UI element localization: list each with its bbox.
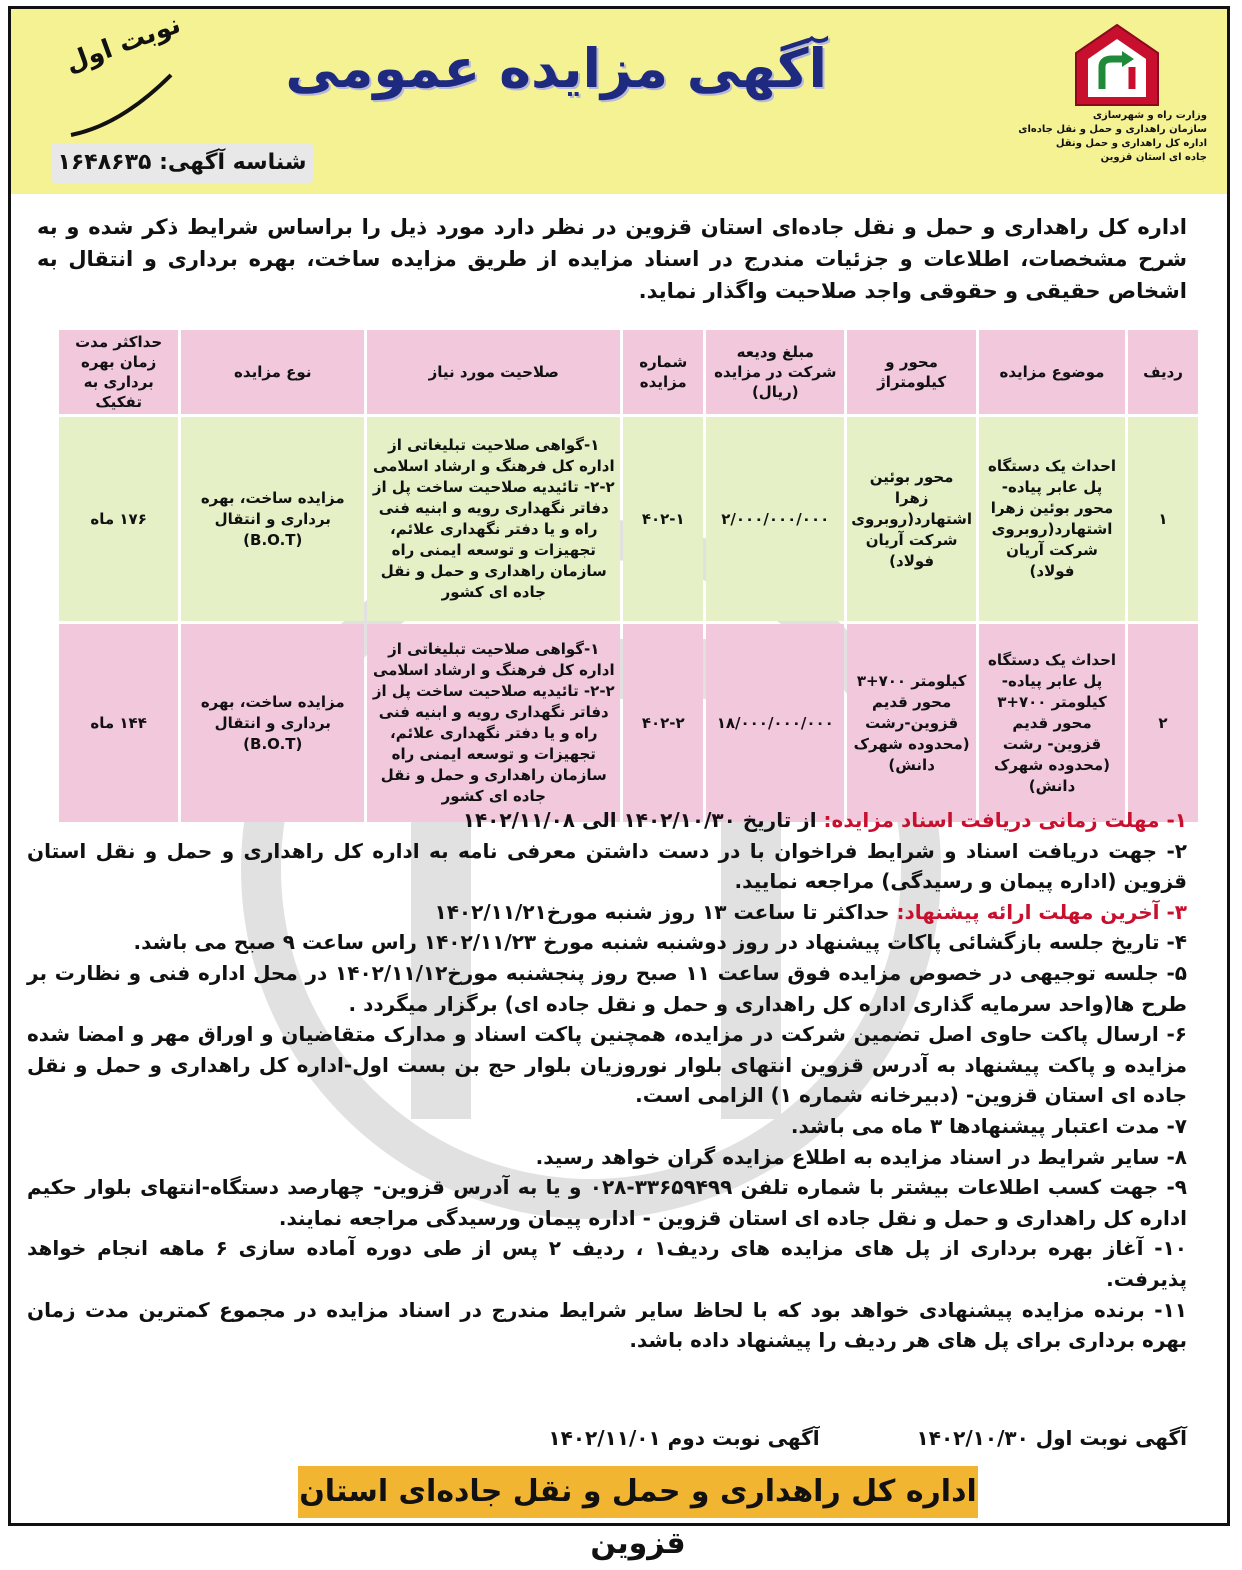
cell-duration: ۱۷۶ ماه [59,417,178,621]
ministry-logo [1017,23,1207,173]
cell-subject: احداث یک دستگاه پل عابر پیاده-محور بوئین زهرا اشتهارد(روبروی شرکت آریان فولاد) [979,417,1125,621]
org-line: جاده ای استان قزوین [1100,152,1207,163]
org-line: وزارت راه و شهرسازی [1092,110,1207,121]
term-label: ۱- مهلت زمانی دریافت اسناد مزایده: [823,808,1187,832]
term-item: ۷- مدت اعتبار پیشنهادها ۳ ماه می باشد. [790,1113,1187,1138]
cell-row: ۱ [1128,417,1198,621]
notice-frame [8,6,1230,1561]
cell-number: ۴۰۲-۱ [623,417,703,621]
cell-deposit: ۲/۰۰۰/۰۰۰/۰۰۰ [706,417,844,621]
term-text: حداکثر تا ساعت ۱۳ روز شنبه مورخ۱۴۰۲/۱۱/۲۱ [434,899,897,924]
publication-dates [27,1426,1187,1450]
terms-list [27,805,1187,1356]
type-code: (B.O.T) [243,734,303,753]
cell-qualification: ۱-گواهی صلاحیت تبلیغاتی از اداره کل فرهنگ و ارشاد اسلامی ۲-۲- تائیدیه صلاحیت ساخت پل از دفاتر نگهداری رویه و ابنیه فنی راه و یا دفتر نگهداری علائم، تجهیزات و توسعه ایمنی راه سازمان راهداری و حمل و نقل جاده ای کشور [367,417,620,621]
round-swoosh-icon [61,65,181,145]
cell-axis: محور بوئین زهرا اشتهارد(روبروی شرکت آریان فولاد) [847,417,976,621]
org-line: اداره کل راهداری و حمل ونقل [1055,138,1207,149]
table-row [59,624,1198,822]
col-row: ردیف [1128,330,1198,414]
col-subject: موضوع مزایده [979,330,1125,414]
term-text: از تاریخ ۱۴۰۲/۱۰/۳۰ الی ۱۴۰۲/۱۱/۰۸ [462,808,824,832]
cell-axis: کیلومتر ۷۰۰+۳ محور قدیم قزوین-رشت (محدوده شهرک دانش) [847,624,976,822]
table-header-row [59,330,1198,414]
auction-table [56,327,1201,825]
term-item: ۹- جهت کسب اطلاعات بیشتر با شماره تلفن ۳۳۶۵۹۴۹۹-۰۲۸ و یا به آدرس قزوین- چهارصد دستگاه-انتهای بلوار حکیم اداره کل راهداری و حمل و نقل جاده ای استان قزوین - اداره پیمان ورسیدگی مراجعه نمایند. [27,1175,1188,1230]
table-row [59,417,1198,621]
type-text: مزایده ساخت، بهره برداری و انتقال [200,488,345,528]
term-item: ۱۰- آغاز بهره برداری از پل های مزایده های ردیف۱ ، ردیف ۲ پس از طی دوره آماده سازی ۶ ماهه انجام خواهد پذیرفت. [27,1236,1187,1291]
second-publication-date: آگهی نوبت دوم ۱۴۰۲/۱۱/۰۱ [548,1426,820,1450]
cell-type [181,417,364,621]
term-item: ۲- جهت دریافت اسناد و شرایط فراخوان با در دست داشتن معرفی نامه به اداره کل راهداری و حمل و نقل استان قزوین (اداره پیمان و رسیدگی) مراجعه نمایید. [27,838,1187,894]
term-label: ۳- آخرین مهلت ارائه پیشنهاد: [896,899,1187,924]
term-item [27,897,1187,928]
term-item: ۸- سایر شرایط در اسناد مزایده به اطلاع مزایده گران خواهد رسید. [535,1144,1187,1169]
term-item [27,805,1187,836]
round-label: نوبت اول [61,9,185,79]
cell-type [181,624,364,822]
col-type: نوع مزایده [181,330,364,414]
term-item: ۵- جلسه توجیهی در خصوص مزایده فوق ساعت ۱۱ صبح روز پنجشنبه مورخ۱۴۰۲/۱۱/۱۲ در محل اداره فنی و نظارت بر طرح ها(واحد سرمایه گذاری اداره کل راهداری و حمل و نقل جاده ای) برگزار میگردد . [27,960,1188,1016]
org-line: سازمان راهداری و حمل و نقل جاده‌ای [1018,124,1207,135]
cell-duration: ۱۴۴ ماه [59,624,178,822]
notice-id: شناسه آگهی: ۱۶۴۸۶۳۵ [51,143,313,183]
page-title: آگهی مزایده عمومی [285,37,827,100]
cell-deposit: ۱۸/۰۰۰/۰۰۰/۰۰۰ [706,624,844,822]
type-text: مزایده ساخت، بهره برداری و انتقال [200,692,345,732]
term-item: ۱۱- برنده مزایده پیشنهادی خواهد بود که با لحاظ سایر شرایط مندرج در اسناد مزایده در مجموع کمترین مدت زمان بهره برداری برای پل های هر ردیف را پیشنهاد داده باشد. [27,1297,1187,1353]
road-ministry-emblem-icon [1072,23,1162,107]
cell-qualification: ۱-گواهی صلاحیت تبلیغاتی از اداره کل فرهنگ و ارشاد اسلامی ۲-۲- تائیدیه صلاحیت ساخت پل از دفاتر نگهداری رویه و ابنیه فنی راه و یا دفتر نگهداری علائم، تجهیزات و توسعه ایمنی راه سازمان راهداری و حمل و نقل جاده ای کشور [367,624,620,822]
col-deposit: مبلغ ودیعه شرکت در مزایده (ریال) [706,330,844,414]
cell-subject: احداث یک دستگاه پل عابر پیاده- کیلومتر ۷۰۰+۳ محور قدیم قزوین- رشت (محدوده شهرک دانش) [979,624,1125,822]
col-number: شماره مزایده [623,330,703,414]
term-item: ۶- ارسال پاکت حاوی اصل تضمین شرکت در مزایده، همچنین پاکت اسناد و مدارک متقاضیان و اوراق مهر و امضا شده مزایده و پاکت پیشنهاد به آدرس قزوین انتهای بلوار نوروزیان بلوار حج بن بست اول-اداره کل راهداری و حمل و نقل جاده ای استان قزوین- (دبیرخانه شماره ۱) الزامی است. [27,1022,1187,1108]
col-qualification: صلاحیت مورد نیاز [367,330,620,414]
term-item: ۴- تاریخ جلسه بازگشائی پاکات پیشنهاد در روز دوشنبه شنبه مورخ ۱۴۰۲/۱۱/۲۳ راس ساعت ۹ صبح می باشد. [133,930,1187,955]
first-publication-date: آگهی نوبت اول ۱۴۰۲/۱۰/۳۰ [916,1426,1187,1450]
footer-org-banner: اداره کل راهداری و حمل و نقل جاده‌ای استان قزوین [298,1466,978,1518]
type-code: (B.O.T) [243,530,303,549]
ministry-logo-text [1017,109,1207,165]
intro-paragraph: اداره کل راهداری و حمل و نقل جاده‌ای استان قزوین در نظر دارد مورد ذیل را براساس شرایط ذکر شده و به شرح مشخصات، اطلاعات و جزئیات مندرج در اسناد مزایده از طریق مزایده ساخت، بهره برداری و انتقال به اشخاص حقیقی و حقوقی واجد صلاحیت واگذار نماید. [37,215,1187,303]
col-duration: حداکثر مدت زمان بهره برداری به تفکیک [59,330,178,414]
cell-row: ۲ [1128,624,1198,822]
header-banner [11,9,1227,194]
col-axis: محور و کیلومتراژ [847,330,976,414]
cell-number: ۴۰۲-۲ [623,624,703,822]
